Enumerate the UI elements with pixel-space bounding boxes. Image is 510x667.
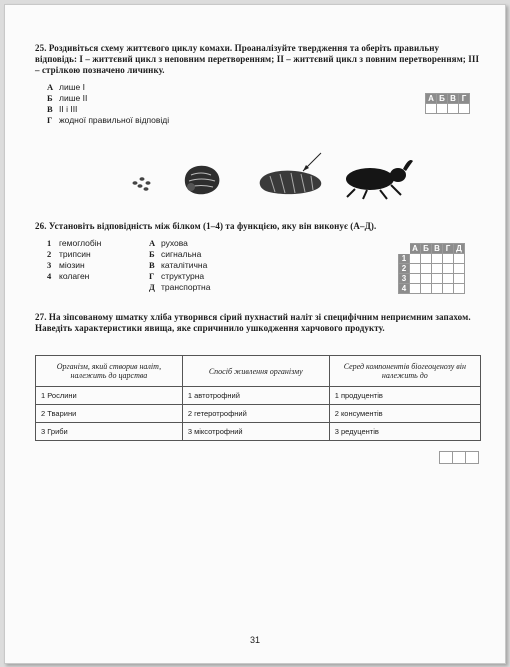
q26-protein-4: 4 колаген — [47, 271, 90, 281]
q25-option-b[interactable]: Б лише II — [47, 93, 88, 103]
q26-answer-cell[interactable] — [454, 254, 465, 264]
beetle-illustration — [346, 160, 413, 199]
table-row — [36, 387, 481, 405]
q26-answer-grid — [398, 243, 465, 294]
table-row — [36, 423, 481, 441]
q25-answer-cell[interactable] — [426, 104, 437, 114]
q26-function-d: Г структурна — [149, 271, 205, 281]
q26-answer-cell[interactable] — [432, 254, 443, 264]
q25-grid-header: Г — [459, 94, 470, 104]
q26-grid-row-label: 1 — [399, 254, 410, 264]
q26-protein-3: 3 міозин — [47, 260, 85, 270]
table-cell: 2 гетеротрофний — [182, 405, 329, 423]
q27-answer-cell[interactable] — [440, 452, 453, 464]
table-cell: 3 міксотрофний — [182, 423, 329, 441]
column-header: Серед компонентів біогеоценозу він належить до — [329, 356, 480, 387]
q25-answer-grid — [425, 93, 470, 114]
q25-option-a[interactable]: А лише I — [47, 82, 85, 92]
q26-answer-cell[interactable] — [421, 284, 432, 294]
q26-answer-cell[interactable] — [454, 284, 465, 294]
column-header: Спосіб живлення організму — [182, 356, 329, 387]
q26-function-c: В каталітична — [149, 260, 208, 270]
table-cell: 1 продуцентів — [329, 387, 480, 405]
q26-protein-1: 1 гемоглобін — [47, 238, 102, 248]
q26-grid-row-label: 3 — [399, 274, 410, 284]
q26-grid-header: В — [432, 244, 443, 254]
table-cell: 2 Тварини — [36, 405, 183, 423]
table-row — [36, 405, 481, 423]
eggs-illustration — [133, 177, 151, 191]
q26-answer-cell[interactable] — [454, 274, 465, 284]
q26-grid-header: А — [410, 244, 421, 254]
table-cell: 1 Рослини — [36, 387, 183, 405]
q26-grid-header: Д — [454, 244, 465, 254]
q26-grid-corner — [399, 244, 410, 254]
q26-answer-cell[interactable] — [410, 254, 421, 264]
q25-grid-header: А — [426, 94, 437, 104]
q26-grid-row-label: 4 — [399, 284, 410, 294]
q26-answer-cell[interactable] — [410, 284, 421, 294]
q26-answer-cell[interactable] — [443, 254, 454, 264]
q26-answer-cell[interactable] — [443, 264, 454, 274]
q26-answer-cell[interactable] — [421, 264, 432, 274]
q26-answer-cell[interactable] — [432, 274, 443, 284]
q26-text: 26. Установіть відповідність між білком (1–4) та функцією, яку він виконує (А–Д). — [35, 221, 377, 231]
q25-answer-cell[interactable] — [437, 104, 448, 114]
table-cell: 3 Гриби — [36, 423, 183, 441]
q26-answer-cell[interactable] — [421, 274, 432, 284]
q26-answer-cell[interactable] — [454, 264, 465, 274]
table-cell: 1 автотрофний — [182, 387, 329, 405]
q26-answer-cell[interactable] — [421, 254, 432, 264]
q26-grid-row-label: 2 — [399, 264, 410, 274]
pupa-illustration — [260, 153, 322, 194]
exam-page — [4, 4, 506, 664]
q26-answer-cell[interactable] — [432, 284, 443, 294]
q26-grid-header: Б — [421, 244, 432, 254]
table-cell: 3 редуцентів — [329, 423, 480, 441]
larva-illustration — [185, 166, 220, 194]
q25-text: 25. Роздивіться схему життєвого циклу комахи. Проаналізуйте твердження та оберіть правильну відповідь: I – життєвий цикл з неповним перетворенням; II – життєвий цикл з повним перетворенням; III – стрілкою позначено личинку. — [35, 43, 480, 75]
q27-text: 27. На зіпсованому шматку хліба утворився сірий пухнастий наліт зі специфічним неприємним запахом. Наведіть характеристики явища, яке спричинило ушкодження харчового продукту. — [35, 312, 471, 333]
q26-answer-cell[interactable] — [410, 264, 421, 274]
q25-answer-cell[interactable] — [448, 104, 459, 114]
q26-answer-cell[interactable] — [443, 284, 454, 294]
table-cell: 2 консументів — [329, 405, 480, 423]
q26-function-e: Д транспортна — [149, 282, 211, 292]
q25-option-c[interactable]: В II і III — [47, 104, 78, 114]
q26-answer-cell[interactable] — [443, 274, 454, 284]
q27-table — [35, 355, 481, 441]
table-header-row — [36, 356, 481, 387]
q26-answer-cell[interactable] — [410, 274, 421, 284]
q26-answer-cell[interactable] — [432, 264, 443, 274]
column-header: Організм, який створив наліт, належить до царства — [36, 356, 183, 387]
q26-grid-header: Г — [443, 244, 454, 254]
q27-answer-cell[interactable] — [466, 452, 479, 464]
page-number: 31 — [249, 635, 260, 645]
insect-life-cycle-illustration — [125, 145, 425, 205]
q26-function-b: Б сигнальна — [149, 249, 202, 259]
q25-answer-cell[interactable] — [459, 104, 470, 114]
q25-option-d[interactable]: Г жодної правильної відповіді — [47, 115, 170, 125]
q26-function-a: А рухова — [149, 238, 188, 248]
q25-grid-header: Б — [437, 94, 448, 104]
q27-answer-cell[interactable] — [453, 452, 466, 464]
q26-protein-2: 2 трипсин — [47, 249, 91, 259]
q27-answer-grid — [439, 451, 479, 464]
q25-grid-header: В — [448, 94, 459, 104]
